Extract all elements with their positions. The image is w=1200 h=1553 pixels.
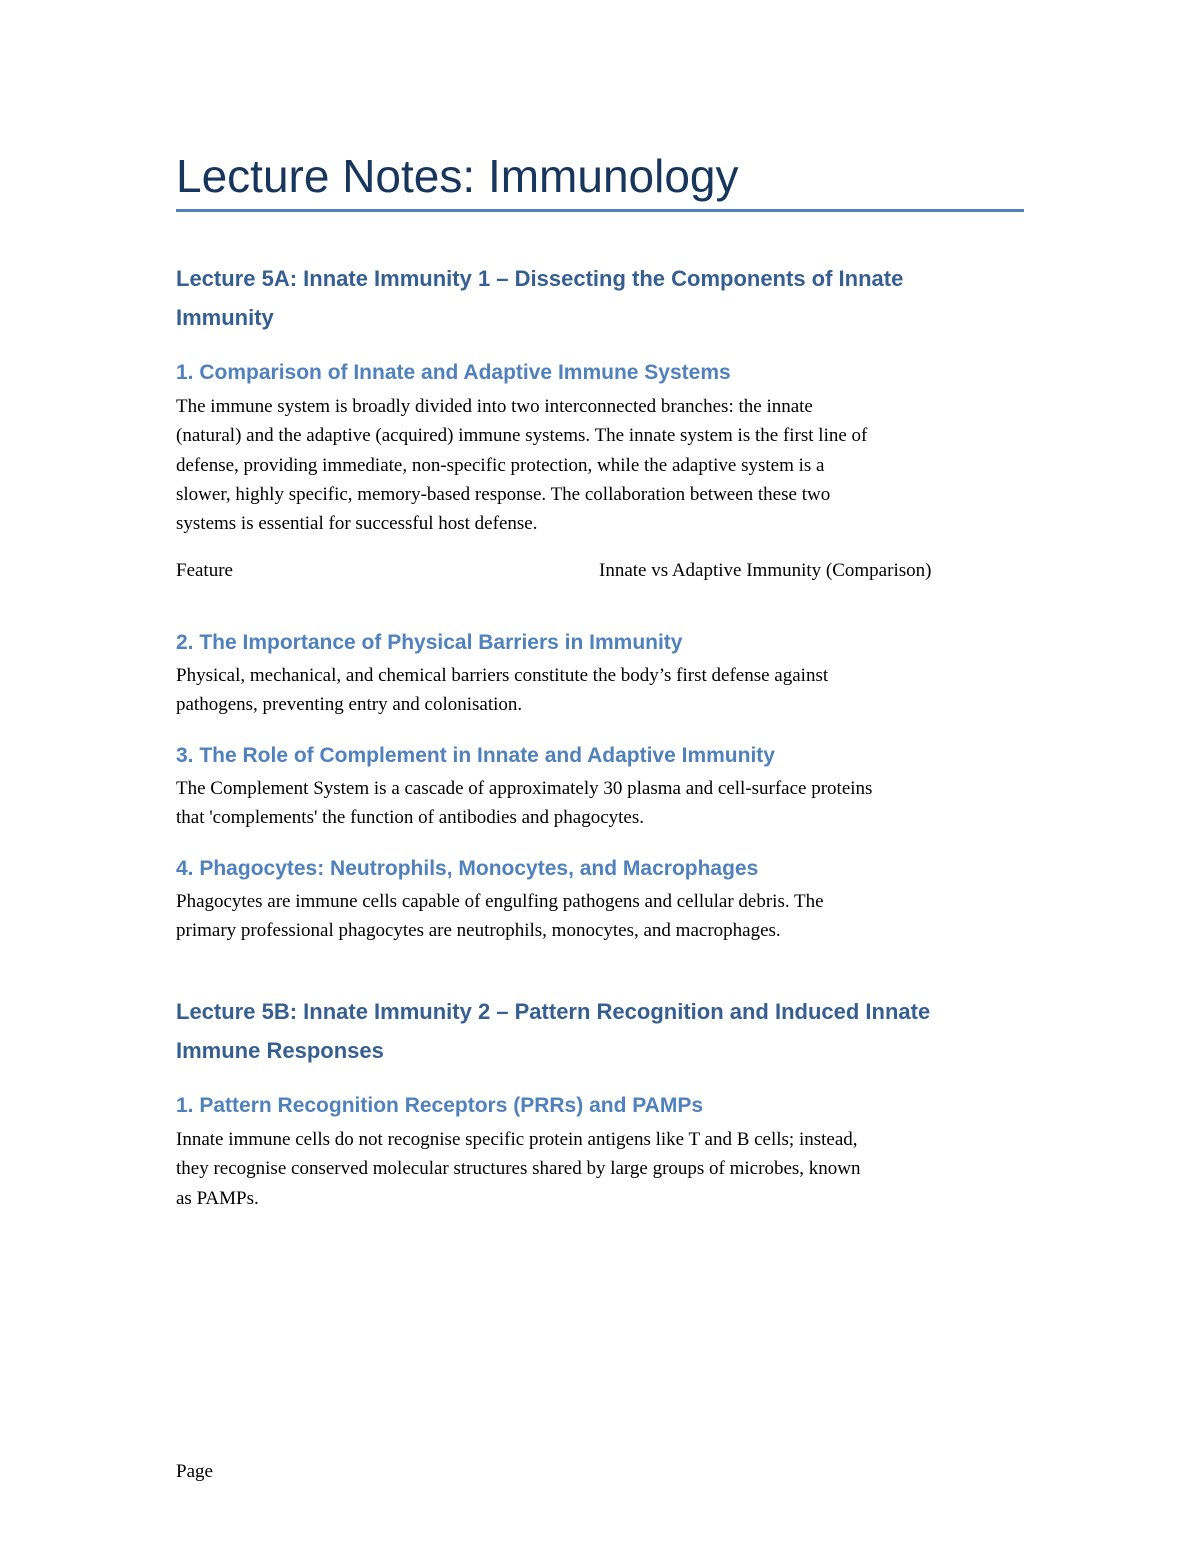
paragraph-line: primary professional phagocytes are neutrophils, monocytes, and macrophages. bbox=[176, 920, 781, 942]
paragraph-line: Phagocytes are immune cells capable of engulfing pathogens and cellular debris. The bbox=[176, 891, 824, 912]
lecture-5b-heading bbox=[176, 992, 1024, 1070]
paragraph-line: as PAMPs. bbox=[176, 1187, 259, 1209]
paragraph-line: that 'complements' the function of antibodies and phagocytes. bbox=[176, 807, 645, 829]
paragraph-line: (natural) and the adaptive (acquired) immune systems. The innate system is the first line of bbox=[176, 425, 868, 447]
document-title: Lecture Notes: Immunology bbox=[176, 150, 739, 202]
paragraph-line: The Complement System is a cascade of approximately 30 plasma and cell-surface proteins bbox=[176, 778, 873, 799]
section-5b-1-paragraph bbox=[176, 1125, 1024, 1213]
paragraph-line: The immune system is broadly divided into two interconnected branches: the innate bbox=[176, 396, 813, 417]
lecture-5a-heading-line-1: Lecture 5A: Innate Immunity 1 – Dissecting the Components of Innate bbox=[176, 266, 904, 291]
section-5a-2-heading: 2. The Importance of Physical Barriers in Immunity bbox=[176, 631, 683, 654]
page-footer-label: Page bbox=[176, 1461, 213, 1482]
paragraph-line: they recognise conserved molecular structures shared by large groups of microbes, known bbox=[176, 1158, 861, 1180]
section-5a-2-paragraph bbox=[176, 661, 1024, 720]
section-5b-1-heading: 1. Pattern Recognition Receptors (PRRs) and PAMPs bbox=[176, 1094, 704, 1117]
lecture-5a-heading-line-2: Immunity bbox=[176, 305, 274, 330]
paragraph-line: defense, providing immediate, non-specific protection, while the adaptive system is a bbox=[176, 454, 825, 476]
lecture-5b-heading-line-2: Immune Responses bbox=[176, 1038, 384, 1063]
comparison-table-header-row bbox=[176, 556, 1024, 586]
paragraph-line: Physical, mechanical, and chemical barriers constitute the body’s first defense against bbox=[176, 665, 829, 686]
paragraph-line: systems is essential for successful host defense. bbox=[176, 513, 538, 535]
table-header-feature: Feature bbox=[176, 560, 233, 581]
title-underline-rule bbox=[176, 209, 1024, 212]
section-5a-1-paragraph bbox=[176, 392, 1024, 538]
table-header-comparison: Innate vs Adaptive Immunity (Comparison) bbox=[599, 560, 932, 581]
section-5a-4-paragraph bbox=[176, 887, 1024, 946]
paragraph-line: slower, highly specific, memory-based response. The collaboration between these two bbox=[176, 483, 831, 505]
section-5a-3-heading: 3. The Role of Complement in Innate and Adaptive Immunity bbox=[176, 744, 775, 767]
section-5a-3-paragraph bbox=[176, 774, 1024, 833]
section-5a-1-heading: 1. Comparison of Innate and Adaptive Immune Systems bbox=[176, 361, 731, 384]
lecture-5a-heading bbox=[176, 259, 1024, 337]
paragraph-line: pathogens, preventing entry and colonisation. bbox=[176, 694, 523, 716]
lecture-5b-heading-line-1: Lecture 5B: Innate Immunity 2 – Pattern Recognition and Induced Innate bbox=[176, 999, 931, 1024]
section-5a-4-heading: 4. Phagocytes: Neutrophils, Monocytes, and Macrophages bbox=[176, 857, 759, 880]
paragraph-line: Innate immune cells do not recognise specific protein antigens like T and B cells; instead, bbox=[176, 1129, 858, 1150]
